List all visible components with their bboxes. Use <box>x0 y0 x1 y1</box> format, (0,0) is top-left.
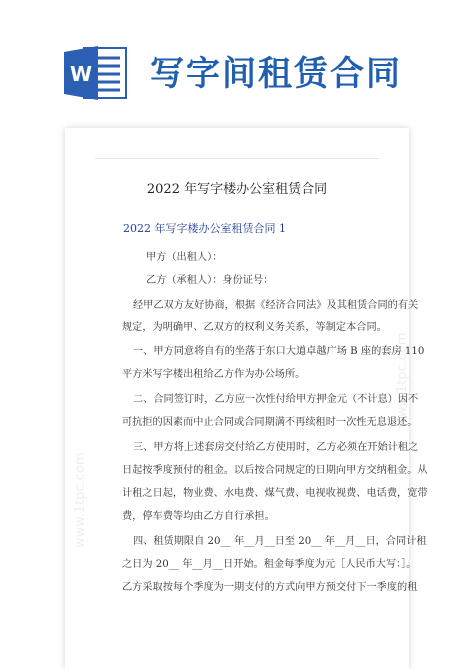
paragraph-line: 经甲乙双方友好协商，根据《经济合同法》及其租赁合同的有关 <box>133 300 419 311</box>
clause-1-line: 平方米写字楼出租给乙方作为办公场所。 <box>122 369 306 380</box>
paragraph-line: 规定，为明确甲、乙双方的权利义务关系，等制定本合同。 <box>122 322 387 333</box>
clause-2-line: 二、合同签订时，乙方应一次性付给甲方押金元（不计息）因不 <box>133 394 419 405</box>
clause-3-line: 费，停车费等均由乙方自行承担。 <box>122 511 275 522</box>
document-page <box>65 128 428 669</box>
clause-4-line: 乙方采取按每个季度为一期支付的方式向甲方预交付下一季度的租 <box>122 582 418 593</box>
lessee-line: 乙方（承租人）：身份证号： <box>146 275 274 286</box>
clause-2-line: 可抗拒的因素而中止合同或合同期满不再续租时一次性无息退还。 <box>122 417 418 428</box>
document-title: 2022 年写字楼办公室租赁合同 <box>146 182 328 197</box>
banner <box>0 0 474 110</box>
watermark: www.1tpc.com <box>73 452 88 548</box>
banner-title: 写字间租赁合同 <box>150 54 402 94</box>
clause-4-line: 之日为 20__ 年__月__日开始。租金每季度为元［人民币大写：］。 <box>122 559 417 570</box>
watermark: www.1tpc.com <box>395 332 410 428</box>
lessor-line: 甲方（出租人）： <box>146 252 223 263</box>
clause-3-line: 日起按季度预付的租金。以后按合同规定的日期向甲方交纳租金。从 <box>122 465 428 476</box>
top-rule <box>95 158 379 159</box>
word-icon-letter: W <box>69 62 93 86</box>
clause-1-line: 一、甲方同意将自有的坐落于东口大道卓越广场 B 座的套房 110 <box>133 346 425 357</box>
clause-3-line: 计租之日起，物业费、水电费、煤气费、电视收视费、电话费，宽带 <box>122 488 428 499</box>
word-document-icon <box>62 42 130 102</box>
section-heading: 2022 年写字楼办公室租赁合同 1 <box>123 222 286 235</box>
clause-4-line: 四、租赁期限自 20__ 年__月__日至 20__ 年__月__日，合同计租 <box>133 536 427 547</box>
clause-3-line: 三、甲方将上述套房交付给乙方使用时，乙方必须在开始计租之 <box>133 442 419 453</box>
